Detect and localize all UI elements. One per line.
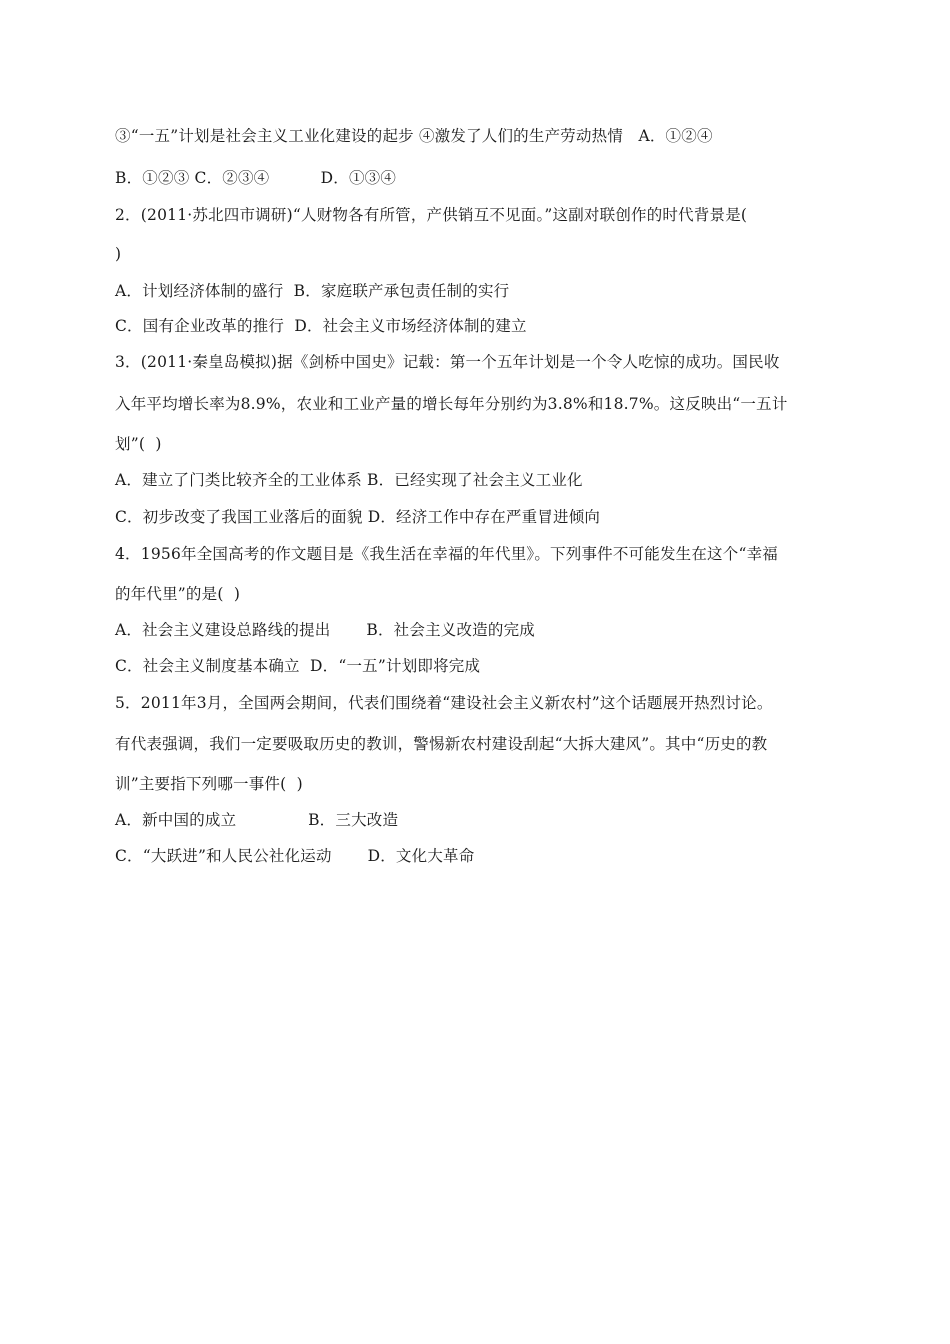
text-line: ③“一五”计划是社会主义工业化建设的起步 ④激发了人们的生产劳动热情 A．①②④ (115, 127, 713, 145)
text-line: B．①②③ C．②③④ D．①③④ (115, 169, 397, 187)
text-line: 入年平均增长率为8.9%，农业和工业产量的增长每年分别约为3.8%和18.7%。这反映出“一五计 (115, 395, 788, 413)
text-line: A．计划经济体制的盛行 B．家庭联产承包责任制的实行 (115, 282, 510, 300)
text-line: 的年代里”的是( ) (115, 585, 241, 603)
text-line: 2．(2011·苏北四市调研)“人财物各有所管，产供销互不见面。”这副对联创作的时代背景是( (115, 206, 748, 224)
text-line: 5．2011年3月，全国两会期间，代表们围绕着“建设社会主义新农村”这个话题展开热烈讨论。 (115, 694, 773, 712)
text-line: C．国有企业改革的推行 D．社会主义市场经济体制的建立 (115, 317, 527, 335)
text-line: A．建立了门类比较齐全的工业体系 B．已经实现了社会主义工业化 (115, 471, 583, 489)
text-line: 有代表强调，我们一定要吸取历史的教训，警惕新农村建设刮起“大拆大建风”。其中“历史的教 (115, 735, 768, 753)
text-line: 4．1956年全国高考的作文题目是《我生活在幸福的年代里》。下列事件不可能发生在这个“幸福 (115, 545, 778, 563)
text-line: C．“大跃进”和人民公社化运动 D．文化大革命 (115, 847, 475, 865)
text-line: 划”( ) (115, 435, 162, 453)
text-line: 训”主要指下列哪一事件( ) (115, 775, 303, 793)
text-line: C．初步改变了我国工业落后的面貌 D．经济工作中存在严重冒进倾向 (115, 508, 601, 526)
text-line: A．社会主义建设总路线的提出 B．社会主义改造的完成 (115, 621, 535, 639)
text-line: A．新中国的成立 B．三大改造 (115, 811, 399, 829)
text-line: ) (115, 245, 122, 263)
text-line: 3．(2011·秦皇岛模拟)据《剑桥中国史》记载：第一个五年计划是一个令人吃惊的成功。国民收 (115, 353, 780, 371)
text-line: C．社会主义制度基本确立 D．“一五”计划即将完成 (115, 657, 481, 675)
